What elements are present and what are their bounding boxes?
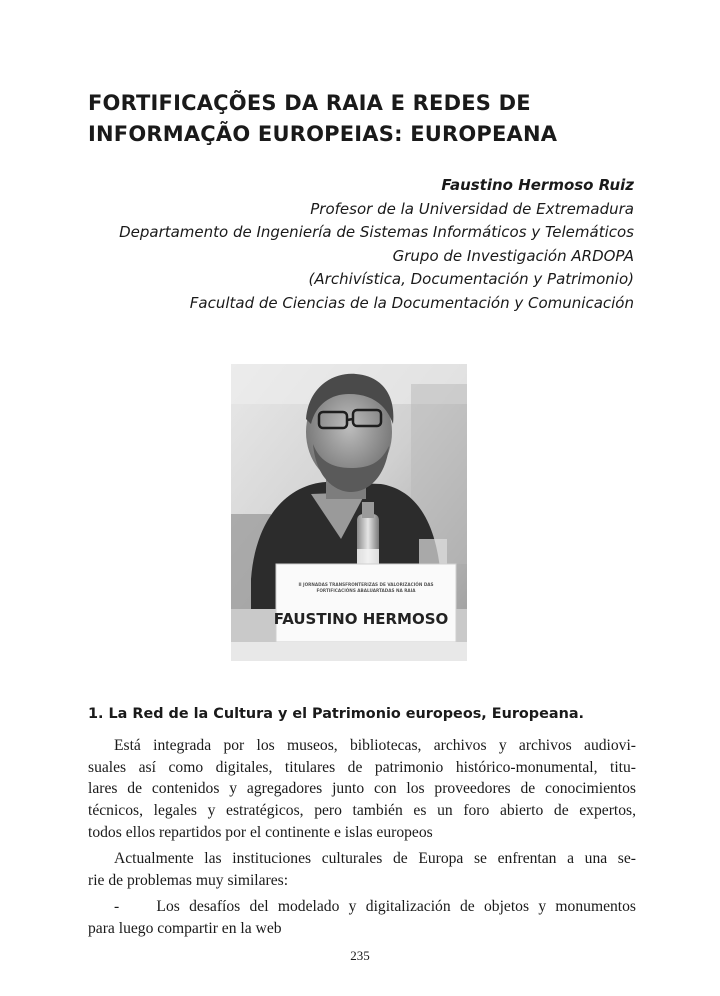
text-line: todos ellos repartidos por el continente e islas europeos: [88, 823, 433, 841]
text-line: rie de problemas muy similares:: [88, 871, 289, 889]
affiliation-line: Grupo de Investigación ARDOPA: [392, 246, 634, 265]
text-line: suales así como digitales, titulares de patrimonio histórico-monumental, titu-: [88, 758, 636, 776]
author-photo-image: [231, 364, 467, 661]
paragraph-1: [88, 735, 636, 844]
text-line: para luego compartir en la web: [88, 919, 282, 937]
text-line: - Los desafíos del modelado y digitalización de objetos y monumentos: [114, 898, 636, 915]
author-photo: [231, 364, 467, 661]
section-heading: 1. La Red de la Cultura y el Patrimonio europeos, Europeana.: [88, 706, 584, 722]
author-affiliation: [119, 174, 634, 316]
list-item: [88, 896, 636, 939]
placard-small-line: FORTIFICACIÓNS ABALUARTADAS NA RAIA: [316, 588, 416, 593]
affiliation-line: Profesor de la Universidad de Extremadura: [310, 199, 634, 218]
text-line: Actualmente las instituciones culturales de Europa se enfrentan a una se-: [114, 850, 636, 867]
title-line-1: FORTIFICAÇÕES DA RAIA E REDES DE: [88, 91, 531, 115]
text-line: lares de contenidos y agregadores junto con los proveedores de conocimientos: [88, 780, 636, 798]
article-title: [88, 88, 648, 150]
paragraph-2: [88, 848, 636, 891]
page-number: 235: [350, 948, 370, 963]
placard-name: FAUSTINO HERMOSO: [273, 610, 449, 628]
text-line: técnicos, legales y estratégicos, pero también es un foro abierto de expertos,: [88, 802, 636, 820]
author-name: Faustino Hermoso Ruiz: [441, 176, 634, 194]
title-line-2: INFORMAÇÃO EUROPEIAS: EUROPEANA: [88, 122, 558, 146]
affiliation-line: Facultad de Ciencias de la Documentación y Comunicación: [189, 293, 634, 312]
placard-small-line: II JORNADAS TRANSFRONTERIZAS DE VALORIZACIÓN DAS: [298, 582, 434, 587]
affiliation-line: Departamento de Ingeniería de Sistemas Informáticos y Telemáticos: [119, 223, 634, 242]
affiliation-line: (Archivística, Documentación y Patrimonio): [308, 270, 634, 289]
text-line: Está integrada por los museos, bibliotecas, archivos y archivos audiovi-: [114, 737, 636, 754]
